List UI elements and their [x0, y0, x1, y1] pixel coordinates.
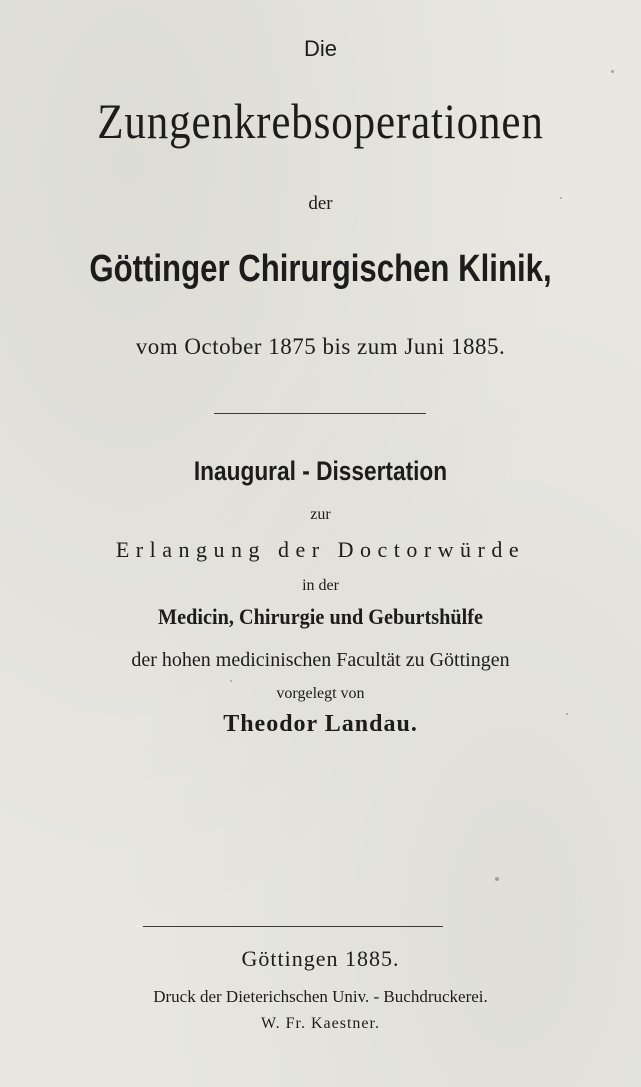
paper-speck [230, 680, 232, 682]
title-article: Die [303, 36, 337, 61]
presented-by-line: vorgelegt von [276, 685, 365, 702]
title-connector: der [308, 193, 333, 214]
imprint-rule [143, 926, 443, 927]
paper-speck [611, 70, 614, 73]
paper-speck [566, 713, 568, 715]
main-title: Zungenkrebsoperationen [97, 93, 544, 149]
printer-owner: W. Fr. Kaestner. [261, 1015, 380, 1032]
place-year: Göttingen 1885. [241, 946, 400, 971]
separator-rule [214, 413, 426, 414]
paper-speck [560, 197, 562, 199]
faculty-line: der hohen medicinischen Facultät zu Göttingen [131, 649, 510, 671]
dissertation-heading: Inaugural - Dissertation [193, 456, 448, 486]
clinic-name: Göttinger Chirurgischen Klinik, [89, 248, 552, 290]
dissertation-purpose: Erlangung der Doctorwürde [115, 537, 526, 562]
period-line: vom October 1875 bis zum Juni 1885. [135, 334, 506, 359]
paper-speck [495, 877, 499, 881]
dissertation-fields: Medicin, Chirurgie und Geburtshülfe [158, 604, 483, 629]
author-name: Theodor Landau. [223, 711, 418, 737]
printer-line: Druck der Dieterichschen Univ. - Buchdruckerei. [153, 987, 488, 1006]
dissertation-in-der: in der [302, 577, 339, 594]
dissertation-zur: zur [310, 506, 331, 523]
